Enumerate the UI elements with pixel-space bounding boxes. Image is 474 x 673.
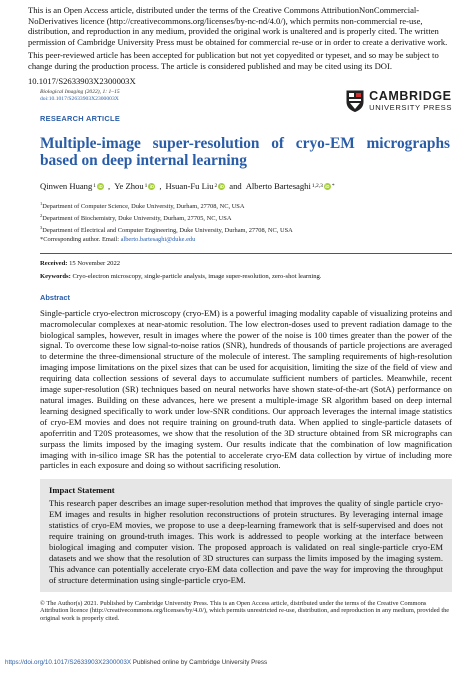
corresponding-email-link[interactable]: alberto.bartesaghi@duke.edu	[120, 235, 196, 243]
author-name: Ye Zhou	[114, 181, 144, 192]
journal-header	[28, 88, 452, 124]
license-notice-paragraph: This is an Open Access article, distributed under the terms of the Creative Commons AttributionNonCommercial-NoDerivatives licence (http://creativecommons.org/licenses/by-nc-nd/4.0/), which permits non-commercial re-use, distribution, and reproduction in any medium, provided the original work is unaltered and is properly cited. The written permission of Cambridge University Press must be obtained for commercial re-use or in order to create a derivative work.	[28, 5, 448, 47]
orcid-icon[interactable]: iD	[149, 183, 154, 189]
author-affil-sup: 1	[93, 183, 97, 190]
journal-doi-link[interactable]: doi:10.1017/S2633903X2300003X	[40, 96, 119, 103]
affiliation-item: $^3$Department of Electrical and Computer Engineering, Duke University, Durham, 27708, NC, USA	[40, 225, 293, 235]
abstract-text: Single-particle cryo-electron microscopy (cryo-EM) is a powerful imaging modality capable of visualizing proteins and macromolecular complexes at near-atomic resolution. The low electron-doses used to prevent radiation damage to the biological samples, however, result in images where the power of the noise is 100 times greater than the power of the signal. To overcome these low signal-to-noise ratios (SNR), hundreds of thousands of particle projections are averaged to determine the three-dimensional structure of the molecule of interest. The sampling requirements of high-resolution imaging impose limitations on the pixel sizes that can be used for acquisition, limiting the size of the field of view and requiring data collection sessions of several days to accumulate sufficient numbers of particles. Meanwhile, recent image super-resolution (SR) techniques based on neural networks have shown state-of-the-art (SotA) performance on natural images. Building on these advances, here we present a multiple-image SR algorithm based on deep internal learning designed specifically to work under low-SNR conditions. Our approach leverages the internal image statistics of cryo-EM movies and does not require training on ground-truth data. When applied to single-particle datasets of apoferritin and T20S proteasomes, we show that the resolution of the 3D structure obtained from SR micrographs can surpass the limits imposed by the imaging system. Our results indicate that the combination of low magnification imaging with in-silico image SR has the potential to accelerate cryo-EM data collection by virtue of including more particles in each exposure and doing so without sacrificing resolution.	[40, 307, 452, 471]
publisher-press: UNIVERSITY PRESS	[369, 103, 452, 113]
cambridge-logo	[346, 90, 452, 112]
author-affil-sup: 2	[214, 183, 218, 190]
orcid-icon[interactable]: iD	[98, 183, 103, 189]
impact-statement-text: This research paper describes an image super-resolution method that improves the quality of single particle cryo-EM images and results in higher resolution reconstructions of protein structures. By leveraging internal image statistics of cryo-EM movies, we propose to use a deep-learning framework that is self-supervised and does not require training on ground-truth images. This work is addressed to people working at the interface between biological imaging and computer vision. The proposed approach is validated on real single-particle cryo-EM datasets and we show that the resolution of 3D structures can surpass the limits imposed by the imaging system. This advance can potentially accelerate cryo-EM data collection and pave the way for improving the throughput of structure determination using single-particle cryo-EM.	[49, 498, 443, 585]
author-list	[40, 181, 452, 191]
footer-published-text: Published online by Cambridge University Press	[131, 659, 268, 666]
peer-review-notice-paragraph: This peer-reviewed article has been accepted for publication but not yet copyedited or typeset, and so may be subject to change during the production process. The article is considered published and may be cited using its DOI.	[28, 50, 439, 71]
article-title: Multiple-image super-resolution of cryo-EM micrographs based on deep internal learning	[40, 135, 450, 170]
author-affil-sup: 1,2,3	[311, 183, 323, 190]
author-separator: ,	[159, 181, 162, 192]
corresponding-mark: *	[331, 183, 335, 190]
footer-doi-link[interactable]: https://doi.org/10.1017/S2633903X2300003X	[5, 659, 132, 666]
page-footer	[5, 659, 267, 666]
cambridge-shield-icon	[346, 90, 364, 112]
abstract-heading: Abstract	[40, 292, 70, 302]
article-page	[28, 5, 452, 622]
orcid-icon[interactable]: iD	[325, 183, 330, 189]
affiliation-item: $^1$Department of Computer Science, Duke University, Durham, 27708, NC, USA	[40, 201, 245, 211]
journal-meta	[40, 89, 120, 103]
article-type: RESEARCH ARTICLE	[40, 114, 121, 124]
author-affil-sup: 1	[144, 183, 148, 190]
impact-statement-box	[40, 479, 452, 591]
author-name: Hsuan-Fu Liu	[165, 181, 214, 192]
impact-statement-heading: Impact Statement	[49, 485, 115, 496]
affiliation-item: $^2$Department of Biochemistry, Duke University, Durham, 27705, NC, USA	[40, 213, 232, 223]
publisher-name: CAMBRIDGE	[369, 89, 452, 104]
copyright-license: © The Author(s) 2021. Published by Cambridge University Press. This is an Open Access article, distributed under the terms of the Creative Commons Attribution licence (http://creativecommons.org/licenses/by/4.0/), which permits unrestricted re-use, distribution, and reproduction in any medium, provided the original work is properly cited.	[40, 599, 450, 622]
author-separator: ,	[108, 181, 111, 192]
author[interactable]	[166, 181, 226, 191]
author-separator: and	[229, 181, 242, 192]
author[interactable]	[114, 181, 155, 191]
author[interactable]	[246, 181, 335, 191]
orcid-icon[interactable]: iD	[219, 183, 224, 189]
corresponding-author: *Corresponding author. Email: alberto.bartesaghi@duke.edu	[40, 235, 196, 243]
received-date: Received: 15 November 2022	[40, 259, 121, 267]
article-doi[interactable]: 10.1017/S2633903X2300003X	[28, 75, 136, 86]
open-access-notice	[28, 5, 452, 86]
author-name: Alberto Bartesaghi	[245, 181, 311, 192]
section-divider	[40, 253, 452, 254]
keywords: Keywords: Cryo-electron microscopy, single-particle analysis, image super-resolution, zero-shot learning.	[40, 272, 322, 280]
author-name: Qinwen Huang	[40, 181, 93, 192]
author[interactable]	[40, 181, 104, 191]
affiliations	[40, 200, 452, 245]
journal-citation: Biological Imaging (2022), 1: 1–15	[40, 89, 120, 96]
